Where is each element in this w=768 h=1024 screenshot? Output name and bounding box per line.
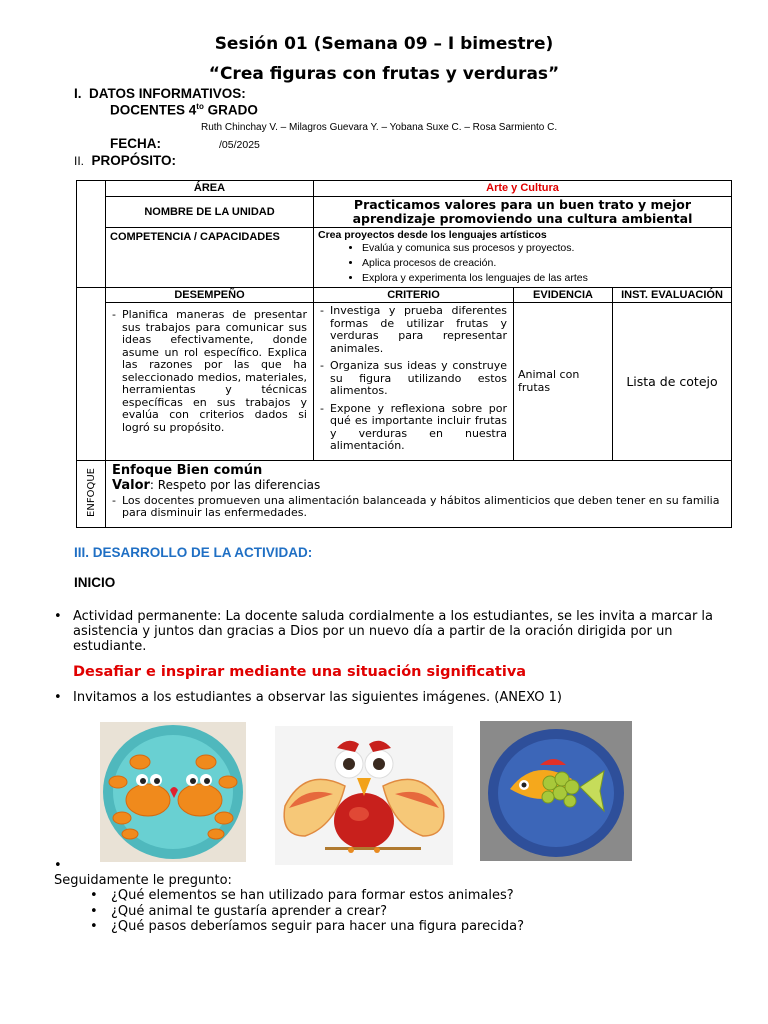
section-heading: PROPÓSITO:: [91, 153, 177, 168]
valor-value: : Respeto por las diferencias: [149, 477, 321, 492]
planning-table: [76, 180, 732, 528]
bullet-dot: •: [54, 690, 62, 705]
evidencia-cell: Animal con frutas: [514, 303, 613, 461]
col-instrumento: INST. EVALUACIÓN: [613, 288, 732, 303]
inicio-heading: INICIO: [74, 575, 116, 590]
criterio-item: - Organiza sus ideas y construye su figura utilizando estos alimentos.: [320, 360, 507, 398]
unidad-label: NOMBRE DE LA UNIDAD: [106, 197, 314, 228]
bullet-dot: •: [54, 609, 62, 624]
page-title: Sesión 01 (Semana 09 – I bimestre): [214, 34, 554, 54]
pregunta-item: ¿Qué elementos se han utilizado para formar estos animales?: [111, 888, 514, 903]
list-item: • Aplica procesos de creación.: [362, 256, 727, 271]
fecha-value: /05/2025: [219, 139, 260, 151]
bullet-dot: •: [90, 888, 98, 903]
left-margin-cell: [77, 288, 106, 461]
pregunta-item: ¿Qué pasos deberíamos seguir para hacer una figura parecida?: [111, 919, 524, 934]
enfoque-title: Enfoque Bien común: [112, 462, 263, 478]
enfoque-side-label: ENFOQUE: [85, 467, 97, 517]
session-subtitle: “Crea figuras con frutas y verduras”: [208, 64, 560, 84]
valor-label: Valor: [112, 477, 150, 493]
desempeno-text: - Planifica maneras de presentar sus trabajos para comunicar sus ideas efectivamente, donde asume un rol específico. Explica las razones por las que ha seleccionado medios, materiales, herramientas y técnicas específicas en sus trabajos y evalúa con criterios dados si logró su propósito.: [112, 309, 307, 434]
docentes-sup: to: [196, 102, 204, 111]
section-number: II.: [74, 154, 85, 168]
docentes-text: DOCENTES 4: [110, 102, 197, 118]
bullet-dot: •: [54, 858, 62, 873]
docentes-label: [110, 102, 258, 118]
area-value: Arte y Cultura: [314, 181, 732, 197]
desempeno-cell: [106, 303, 314, 461]
col-desempeno: DESEMPEÑO: [106, 288, 314, 303]
enfoque-side-cell: [77, 460, 106, 527]
owl-fruit-image: [275, 726, 453, 865]
section-heading: DATOS INFORMATIVOS:: [89, 86, 246, 101]
docentes-names: Ruth Chinchay V. – Milagros Guevara Y. – Yobana Suxe C. – Rosa Sarmiento C.: [201, 122, 558, 133]
competencia-title: Crea proyectos desde los lenguajes artísticos: [318, 229, 547, 241]
bullet-dot: •: [90, 904, 98, 919]
valor-line: [112, 478, 725, 493]
col-evidencia: EVIDENCIA: [514, 288, 613, 303]
left-margin-cell: [77, 181, 106, 288]
criterio-item: - Expone y reflexiona sobre por qué es importante incluir frutas y verduras en nuestra alimentación.: [320, 403, 507, 453]
criterio-cell: [314, 303, 514, 461]
criterio-item: - Investiga y prueba diferentes formas de utilizar frutas y verduras para representar animales.: [320, 305, 507, 355]
section-number: I.: [74, 86, 82, 101]
competencia-label: COMPETENCIA / CAPACIDADES: [106, 228, 314, 288]
list-item: • Explora y experimenta los lenguajes de las artes: [362, 271, 727, 286]
docentes-grade: GRADO: [203, 102, 258, 118]
enfoque-cell: [106, 460, 732, 527]
seguidamente-text: Seguidamente le pregunto:: [54, 873, 232, 888]
enfoque-desc: - Los docentes promueven una alimentación balanceada y hábitos alimenticios que deben tener en su familia para disminuir las enfermedades.: [112, 495, 725, 520]
capacidades-list: [318, 241, 727, 286]
bullet-dot: •: [90, 919, 98, 934]
section-datos: [74, 86, 246, 101]
fish-fruit-image: [480, 721, 632, 861]
section-proposito: [74, 153, 176, 168]
list-item: • Evalúa y comunica sus procesos y proyectos.: [362, 241, 727, 256]
competencia-cell: [314, 228, 732, 288]
instrumento-cell: Lista de cotejo: [613, 303, 732, 461]
col-criterio: CRITERIO: [314, 288, 514, 303]
area-label: ÁREA: [106, 181, 314, 197]
section-desarrollo: III. DESARROLLO DE LA ACTIVIDAD:: [74, 545, 313, 560]
desafiar-heading: Desafiar e inspirar mediante una situación significativa: [73, 664, 527, 680]
crabs-fruit-image: [100, 722, 246, 862]
fecha-label: FECHA:: [110, 136, 161, 151]
pregunta-item: ¿Qué animal te gustaría aprender a crear?: [111, 904, 388, 919]
actividad-text: Actividad permanente: La docente saluda cordialmente a los estudiantes, se les invita a marcar la asistencia y juntos dan gracias a Dios por un nuevo día a partir de la oración dirigida por un estudiante.: [73, 609, 714, 654]
invitamos-text: Invitamos a los estudiantes a observar las siguientes imágenes. (ANEXO 1): [73, 690, 562, 705]
unidad-value: Practicamos valores para un buen trato y mejor aprendizaje promoviendo una cultura ambiental: [314, 197, 732, 228]
